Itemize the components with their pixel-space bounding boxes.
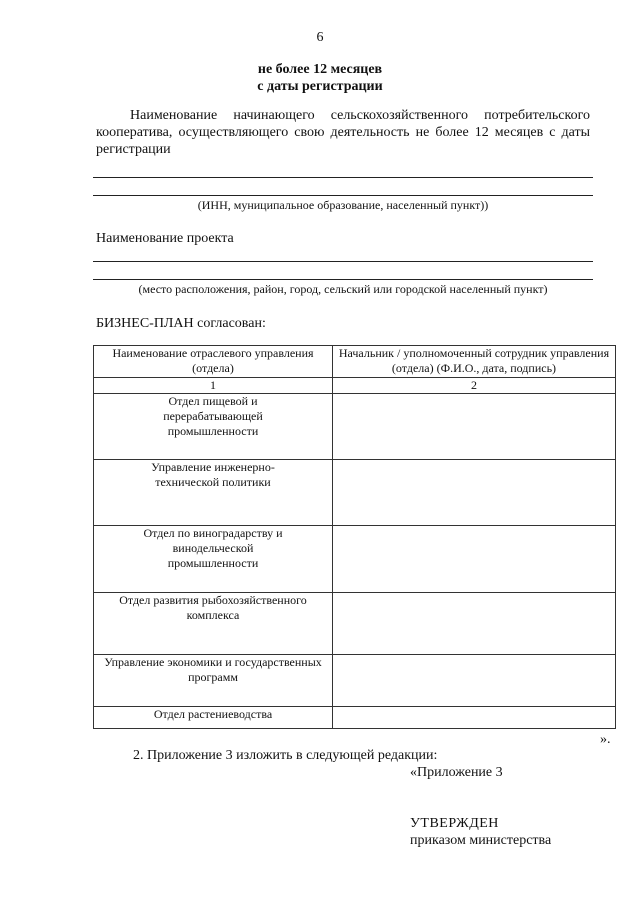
table-row <box>94 526 616 593</box>
page-number: 6 <box>316 30 324 45</box>
intro-paragraph: Наименование начинающего сельскохозяйственного потребительского кооператива, осуществляющего свою деятельность не более 12 месяцев с даты регистрации <box>96 108 590 157</box>
department-name: Управление инженерно-технической политики <box>94 460 333 526</box>
signature-cell <box>333 526 616 593</box>
project-label: Наименование проекта <box>96 231 234 246</box>
signature-cell <box>333 460 616 526</box>
location-caption: (место расположения, район, город, сельский или городской населенный пункт) <box>138 282 548 296</box>
project-name-line <box>93 261 593 262</box>
table-row <box>94 707 616 729</box>
department-name: Управление экономики и государственных программ <box>94 655 333 707</box>
inn-line <box>93 195 593 196</box>
heading-line-1: не более 12 месяцев <box>257 62 383 77</box>
table-row <box>94 394 616 460</box>
signature-cell <box>333 394 616 460</box>
closing-quote: ». <box>600 732 611 747</box>
table-row <box>94 593 616 655</box>
column-number-2: 2 <box>333 378 616 394</box>
approved-stamp-text: УТВЕРЖДЕН <box>410 816 499 831</box>
header-department: Наименование отраслевого управления (отдела) <box>94 346 333 378</box>
signature-cell <box>333 593 616 655</box>
business-plan-label: БИЗНЕС-ПЛАН согласован: <box>96 316 266 331</box>
header-signatory: Начальник / уполномоченный сотрудник управления (отдела) (Ф.И.О., дата, подпись) <box>333 346 616 378</box>
cooperative-name-line <box>93 177 593 178</box>
location-line <box>93 279 593 280</box>
department-name: Отдел развития рыбохозяйственного комплекса <box>94 593 333 655</box>
table-number-row <box>94 378 616 394</box>
table-row <box>94 460 616 526</box>
inn-caption: (ИНН, муниципальное образование, населенный пункт)) <box>197 198 489 212</box>
department-name: Отдел пищевой и перерабатывающей промышленности <box>94 394 333 460</box>
item-2-text: 2. Приложение 3 изложить в следующей редакции: <box>133 748 438 763</box>
department-name: Отдел растениеводства <box>94 707 333 729</box>
approval-table <box>93 345 616 729</box>
appendix-reference: «Приложение 3 <box>410 765 503 780</box>
column-number-1: 1 <box>94 378 333 394</box>
by-order-text: приказом министерства <box>410 833 552 848</box>
signature-cell <box>333 655 616 707</box>
signature-cell <box>333 707 616 729</box>
table-header-row <box>94 346 616 378</box>
department-name: Отдел по виноградарству и винодельческой промышленности <box>94 526 333 593</box>
heading-line-2: с даты регистрации <box>257 79 383 94</box>
table-row <box>94 655 616 707</box>
